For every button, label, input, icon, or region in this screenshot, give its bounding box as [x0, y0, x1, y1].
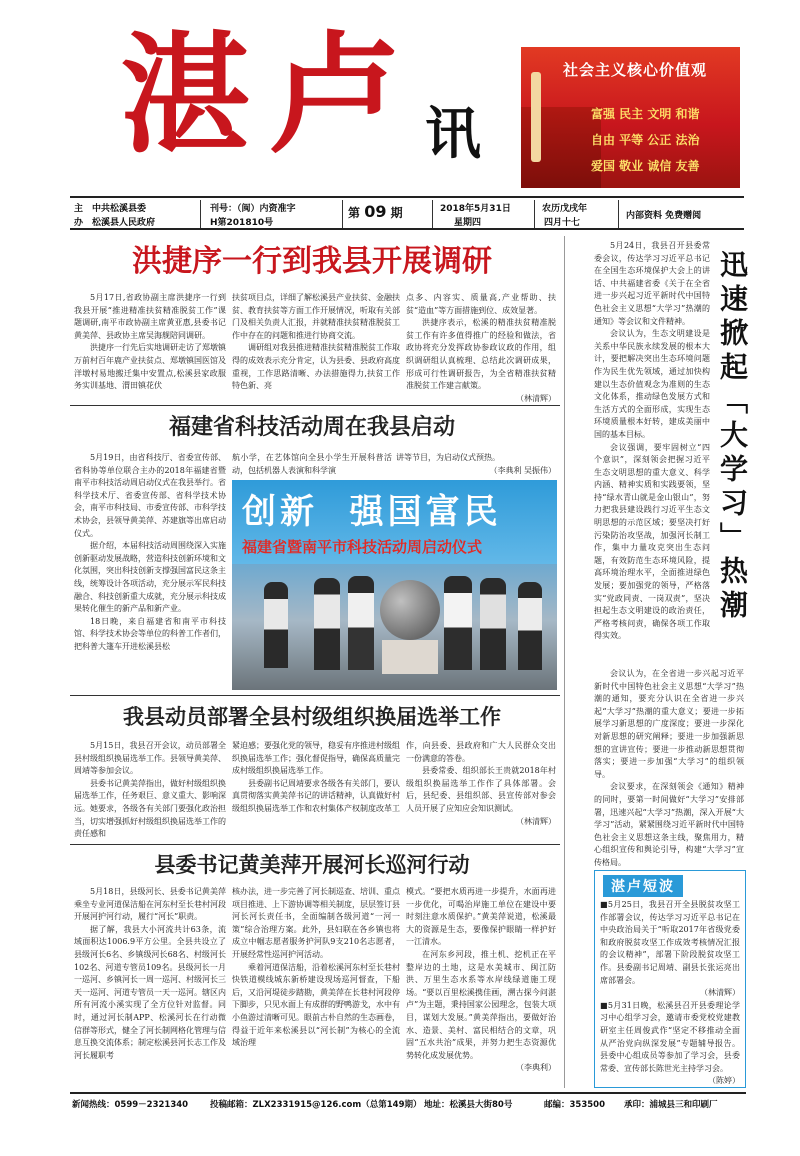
date-line-2: 星期四 [454, 218, 482, 228]
photo-banner-1: 创新 强国富民 [242, 492, 502, 532]
sidebar-article [594, 240, 710, 668]
article2-para: 讲等节目，为启动仪式预热。 [396, 453, 500, 462]
attendee-3 [348, 576, 374, 670]
article4-para: 模式。“要把水质再进一步提升，水面再进一步优化，可喝治岸施工单位在建设中要时刻注意水质保护。”黄美萍说道，松溪最大的资源是生态，要像保护眼睛一样护好一江清水。 [406, 887, 556, 947]
article4-para: 据了解，我县大小河流共计63条，流域面积达1006.9平方公里。全县共设立了县级河长6名、乡镇级河长68名、村级河长102名、河道专管员109名。县级河长一月一巡河、乡镇河长一周一巡河、村级河长三天一巡河、河道专管员一天一巡河。辖区内所有河流小溪实现了全方位针对监督。同时，通过河长制APP、松溪河长在行动微信群等形式，健全了河长制网格化管理与信息互换交流体系；制定松溪县河长志工作及河长履职考 [74, 924, 226, 1060]
masthead [0, 0, 800, 195]
printer-label: 承印： [624, 1100, 650, 1110]
sidebar-headline-part1: 迅速掀起 [716, 250, 749, 386]
ceremony-globe [380, 580, 440, 640]
article2-para: 航小学，在艺体馆向全县小学生开展科普活动，包括机器人表演和科学演 [232, 453, 392, 475]
sidebar-headline-part2: 「大学习」 [716, 386, 749, 556]
sidebar-article-cont [594, 668, 744, 868]
article3-para: 县委常委、组织部长王贵就2018年村级组织换届选举工作作了具体部署。会后，县纪委、县组织部、县宣传部对参会人员开展了应知应会知识测试。 [406, 766, 556, 813]
article1-para: 调研组对我县推进精准扶贫精准脱贫工作取得的成效表示充分肯定，认为县委、县政府高度重视，工作思路清晰、办法措施得力,扶贫工作特色新、亮 [232, 343, 400, 391]
issue-number-box [348, 202, 403, 221]
article4-headline: 县委书记黄美萍开展河长巡河行动 [154, 853, 470, 877]
free-note: 内部资料 免费赠阅 [626, 211, 702, 221]
hotline-value: 0599－2321340 [114, 1100, 189, 1110]
event-photo [232, 480, 557, 690]
permit-line-2: H第201810号 [210, 218, 274, 228]
article1-byline: （林清辉） [516, 393, 556, 402]
article1-para: 洪捷序一行先后实地调研走访了郑墩镇万前村百年鹿产业扶贫点、郑墩镇国医馆及洋墩村易地搬迁集中安置点,松溪县家政服务实训基地、渭田镇花伏 [74, 343, 226, 391]
issue-suffix: 期 [390, 206, 403, 220]
attendee-2 [314, 578, 340, 670]
brief-title: 湛卢短波 [603, 875, 683, 897]
issue-number: 09 [364, 202, 387, 221]
issue-prefix: 第 [348, 206, 361, 220]
article4-para: 核办法，进一步完善了河长制巡查、培训、重点项目推进、上下游协调等相关制度，层层签订县河长河长责任书，全面编制各级河道“一河一策”综合治理方案。此外，县妇联在各乡镇也将成立中帼志愿者服务护河队9支210名志愿者，开展经常性巡河护河活动。 [232, 887, 400, 959]
sidebar-para: 5月24日，我县召开县委常委会议，传达学习习近平总书记在全国生态环境保护大会上的讲话、中共福建省委《关于在全省进一步兴起习近平新时代中国特色社会主义思想“大学习”热潮的通知》等会议和文件精神。 [594, 241, 710, 326]
host-line-2: 松溪县人民政府 [92, 218, 156, 228]
article1-col1 [74, 292, 226, 396]
attendee-5 [480, 578, 506, 670]
attendee-1 [264, 582, 288, 668]
brief-byline-1: （林清辉） [700, 988, 740, 998]
attendee-4 [444, 576, 472, 670]
article1-para: 5月17日,省政协副主席洪捷序一行到我县开展“推进精准扶贫精准脱贫工作”课题调研,南平市政协副主席黄亚惠,县委书记黄美萍、县政协主席吴海舰陪同调研。 [74, 293, 226, 340]
article2-byline: （李典利 吴振伟） [489, 465, 556, 475]
email-value[interactable]: ZLX2331915@126.com（总第149期） [252, 1100, 422, 1110]
brief-item-2: ■5月31日晚，松溪县召开县委理论学习中心组学习会，邀请市委党校党建教研室主任周俊武作“坚定不移推动全面从严治党向纵深发展”专题辅导报告。县委中心组成员等参加了学习会，县委常委、宣传部长陈世光主持学习会。 [600, 1000, 740, 1073]
article1-para: 点多、内容实、质量高,产业帮助、扶贫“造血”等方面措施到位、成效显著。 [406, 293, 556, 315]
article4-col1 [74, 886, 226, 1086]
sidebar-para: 会议要求，在深刻领会《通知》精神的同时，要第一时间做好“大学习”安排部署，迅速兴起“大学习”热潮，深入开展“大学习”活动，紧紧围绕习近平新时代中国特色社会主义思想这条主线，聚焦用力，精心组织宣传和舆论引导，构建“大学习”宣传格局。 [594, 782, 744, 867]
article4-para: 5月18日，县级河长、县委书记黄美萍乘坐专业河道保洁船在河东村至长巷村河段开展河护河行动，履行“河长”职责。 [74, 887, 226, 922]
article3-byline: （林清辉） [516, 816, 556, 826]
article3-col2 [232, 740, 400, 840]
sidebar-vertical-headline [712, 250, 752, 670]
title-char-2: 卢 [270, 18, 401, 171]
title-char-3: 讯 [425, 102, 481, 167]
article2-para: 据介绍，本届科技活动周围绕深入实施创新驱动发展战略，营造科技创新环境和文化氛围，突出科技创新支撑强国富民这条主线，统筹设计各项活动，充分展示军民科技融合、科技创新重大成就，充分展示科技成果转化催生的新产品和新产业。 [74, 541, 226, 614]
article1-headline: 洪捷序一行到我县开展调研 [132, 244, 492, 279]
article2-col1 [74, 452, 226, 692]
brief-box [594, 870, 746, 1088]
host-line-1: 中共松溪县委 [92, 204, 147, 214]
article3-para: 作，向县委、县政府和广大人民群众交出一份满意的答卷。 [406, 741, 556, 763]
photo-banner-2: 福建省暨南平市科技活动周启动仪式 [242, 538, 483, 556]
brief-item-1: ■5月25日，我县召开全县脱贫攻坚工作部署会议，传达学习习近平总书记在中央政治局关于“听取2017年省级党委和政府脱贫攻坚工作成效考核情况汇报的会议精神”，部署下阶段脱贫攻坚工作。县委副书记周靖、副县长张运亮出席部署会。 [600, 900, 740, 985]
printer-value: 浦城县三和印刷厂 [649, 1100, 718, 1110]
article1-para: 扶贫项目点，详细了解松溪县产业扶贫、金融扶贫、教育扶贫等方面工作开展情况，听取有关部门及相关负责人汇报，并就精准扶贫精准脱贫工作中存在的问题和推进行协商交流。 [232, 293, 400, 340]
core-values-panel [521, 47, 740, 188]
brief-byline-2: （陈婷） [708, 1076, 740, 1086]
article3-para: 县委副书记周靖要求各级各有关部门，要认真贯彻落实黄美萍书记的讲话精神，认真做好村级组织换届选举工作和农村集体产权制度改革工 [232, 778, 400, 813]
article3-col3 [406, 740, 556, 840]
lunar-line-2: 四月十七 [544, 218, 581, 228]
attendee-6 [518, 582, 542, 670]
article1-para: 洪捷序表示，松溪的精准扶贫精准脱贫工作有许多值得推广的经验和做法，省政协将充分发挥政协参政议政的作用，组织调研组认真梳理、总结此次调研成果，形成可行性调研报告，为全省精准扶贫精准脱贫工作建言献策。 [406, 318, 556, 391]
footer [70, 1092, 746, 1112]
article4-para: 乘着河道保洁船，沿着松溪河东村至长巷村快铁道模线城东新桥建设现场巡河督查，下船后，又沿河堤徒步踏勘，黄美萍在长巷村河段停下脚步，只见水面上有成群的野鸭游戈，水中有小鱼游过清晰可见。眼前古朴自然的生态画卷，得益于近年来松溪县以“河长制”为核心的全流域治理 [232, 962, 400, 1048]
email-label: 投稿邮箱： [210, 1100, 253, 1110]
article2-para: 18日晚，来自福建省和南平市科技馆、科学技术协会等单位的科普工作者们，把科普大篷车开进松溪县松 [74, 616, 226, 651]
article3-col1 [74, 740, 226, 840]
article2-col2-top [232, 452, 392, 480]
values-row-3: 爱国 敬业 诚信 友善 [591, 159, 700, 173]
title-char-1: 湛 [120, 18, 251, 171]
article4-para: 在河东乡河段，推土机、挖机正在平整岸边的土地，这是水美城市、闽江防洪、万里生态水系等水岸线绿道施工现场。“要以百里松溪携佳画，溯古探今问湛卢”为主题，秉持国家公园理念，包装大项目，谋划大发展。”黄美萍指出，要做好治水、造景、美村、富民相结合的文章，巩固“五水共治”成果，并努力把生态资源优势转化成发展优势。 [406, 949, 556, 1060]
article4-col3 [406, 886, 556, 1086]
sidebar-para: 会议认为，在全省进一步兴起习近平新时代中国特色社会主义思想“大学习”热潮的通知，要充分认识在全省进一步兴起“大学习”热潮的重大意义；要进一步拓展学习新思想的广度深度；要进一步深化对新思想的研究阐释；要进一步加强新思想的宣讲宣传；要进一步推动新思想贯彻落实；要进一步加强“大学习”的组织领导。 [594, 669, 744, 779]
postcode-value: 353500 [569, 1100, 606, 1110]
article1-col3 [406, 292, 556, 402]
sidebar-headline-part3: 热潮 [716, 556, 749, 624]
values-title: 社会主义核心价值观 [562, 61, 707, 79]
postcode-label: 邮编： [544, 1100, 570, 1110]
host-label-b: 办 [74, 218, 84, 228]
hotline-label: 新闻热线： [72, 1100, 115, 1110]
info-bar [70, 196, 744, 230]
pillar-illustration [531, 72, 541, 162]
date-line-1: 2018年5月31日 [440, 204, 511, 214]
globe-pedestal [382, 640, 438, 674]
article2-col3-top [396, 452, 556, 480]
article3-para: 县委书记黄美萍指出，做好村级组织换届选举工作，任务艰巨、意义重大、影响深远。她要求，各级各有关部门要强化政治担当，切实增强抓好村级组织换届选举工作的责任感和 [74, 778, 226, 839]
address-value: 松溪县大街80号 [449, 1100, 513, 1110]
article2-headline: 福建省科技活动周在我县启动 [168, 415, 455, 440]
article3-para: 紧迫感；要强化党的领导，稳妥有序推进村级组织换届选举工作；强化督促指导，确保高质量完成村级组织换届选举工作。 [232, 741, 400, 776]
host-label-a: 主 [74, 204, 84, 214]
article3-para: 5月15日，我县召开会议，动员部署全县村级组织换届选举工作。县领导黄美萍、周靖等参加会议。 [74, 741, 226, 776]
article2-para: 5月19日，由省科技厅、省委宣传部、省科协等单位联合主办的2018年福建省暨南平市科技活动周启动仪式在我县举行。省科学技术厅、省委宣传部、省科学技术协会，南平市科技局、市委宣传部、市科学技术协会，县领导黄美萍、苏建旗等出席启动仪式。 [74, 453, 226, 538]
sidebar-para: 会议认为，生态文明建设是关系中华民族永续发展的根本大计，要把解决突出生态环境问题作为民生优先领域，通过加快构建以生态价值观念为准则的生态文化体系，推动绿色发展方式和生活方式的全面形成，实现生态环境质量根本好转，建成美丽中国的基本目标。 [594, 329, 710, 439]
article4-byline: （李典利） [516, 1063, 556, 1073]
sidebar-para: 会议强调，要牢固树立“四个意识”，深刻领会把握习近平生态文明思想的重大意义、科学内涵、精神实质和实践要领，坚持“绿水青山就是金山银山”，努力把我县建设践行习近平生态文明思想的示范区域；要坚决打好污染防治攻坚战，加强河长制工作，集中力量攻克突出生态问题，有效防范生态环境风险，提高环境治理水平，全面推进绿色发展；要加强党的领导，严格落实“党政同责、一岗双责”，坚决担起生态文明建设的政治责任，严格考核问责，确保各项工作取得实效。 [594, 442, 710, 641]
article1-col2 [232, 292, 400, 396]
lunar-line-1: 农历戊戌年 [542, 204, 588, 214]
permit-line-1: 刊号：（闽）内资准字 [210, 204, 296, 214]
values-row-2: 自由 平等 公正 法治 [591, 133, 700, 147]
article3-headline: 我县动员部署全县村级组织换届选举工作 [123, 705, 501, 729]
article4-col2 [232, 886, 400, 1086]
address-label: 地址： [424, 1100, 450, 1110]
values-row-1: 富强 民主 文明 和谐 [591, 107, 700, 121]
